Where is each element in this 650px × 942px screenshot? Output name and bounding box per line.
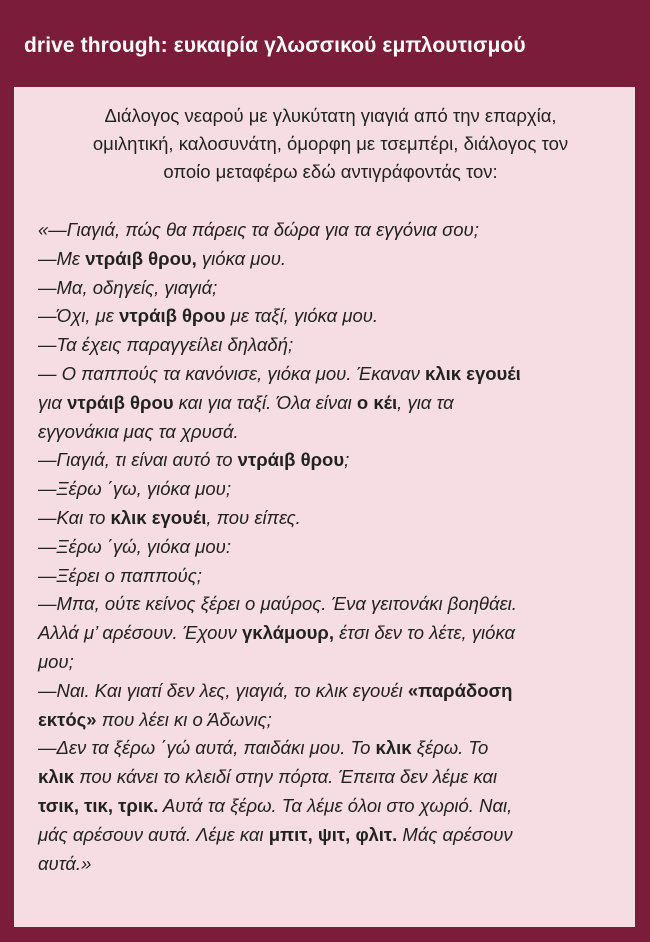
dialogue-text: —Δεν τα ξέρω ΄γώ αυτά, παιδάκι μου. Το: [38, 737, 376, 759]
dialogue-text: ξέρω. Το: [411, 737, 489, 759]
dialogue-line: [38, 850, 623, 879]
dialogue-text: —Μα, οδηγείς, γιαγιά;: [38, 276, 218, 298]
dialogue-text: —Μπα, ούτε κείνος ξέρει ο μαύρος. Ένα γειτονάκι βοηθάει.: [38, 593, 517, 615]
bold-term: κλικ: [375, 737, 412, 759]
dialogue-text: «—Γιαγιά, πώς θα πάρεις τα δώρα για τα εγγόνια σου;: [38, 219, 479, 240]
bold-term: κλικ εγουέι: [424, 362, 521, 384]
dialogue-text: για: [38, 391, 68, 413]
dialogue-text: αυτά.»: [38, 852, 92, 874]
bold-term: ντράιβ θρου,: [85, 247, 197, 269]
dialogue-text: εγγονάκια μας τα χρυσά.: [38, 420, 239, 442]
bold-term: γκλάμουρ,: [242, 622, 335, 644]
article-title: drive through: ευκαιρία γλωσσικού εμπλουτισμού: [24, 34, 526, 57]
dialogue-text: μάς αρέσουν αυτά. Λέμε και: [38, 823, 269, 845]
dialogue-text: και για ταξί. Όλα είναι: [173, 391, 357, 413]
dialogue-text: με ταξί, γιόκα μου.: [225, 305, 379, 327]
intro-line: οποίο μεταφέρω εδώ αντιγράφοντάς τον:: [163, 161, 498, 182]
bold-term: ο κέι: [356, 391, 398, 413]
intro-paragraph: [38, 102, 623, 186]
dialogue-text: μου;: [38, 650, 74, 672]
dialogue-line: [38, 648, 623, 677]
bold-term: τσικ, τικ, τρικ.: [38, 794, 159, 816]
dialogue-text: ;: [344, 449, 350, 471]
dialogue-line: [38, 216, 623, 245]
bold-term: ντράιβ θρου: [237, 449, 345, 471]
dialogue-text: —Ξέρω ΄γώ, γιόκα μου:: [38, 535, 231, 557]
dialogue-line: [38, 446, 623, 475]
dialogue-text: —Γιαγιά, τι είναι αυτό το: [38, 449, 238, 471]
dialogue-line: [38, 706, 623, 735]
dialogue-line: [38, 734, 623, 763]
dialogue-line: [38, 619, 623, 648]
dialogue-line: [38, 331, 623, 360]
dialogue-line: [38, 590, 623, 619]
dialogue-text: Αλλά μ’ αρέσουν. Έχουν: [38, 622, 242, 644]
dialogue-text: Αυτά τα ξέρω. Τα λέμε όλοι στο χωριό. Ναι,: [158, 794, 513, 816]
dialogue-line: [38, 821, 623, 850]
text-panel: [14, 87, 635, 927]
dialogue-line: [38, 245, 623, 274]
bold-term: «παράδοση: [407, 679, 513, 701]
dialogue-line: [38, 677, 623, 706]
dialogue-line: [38, 274, 623, 303]
dialogue-text: Μάς αρέσουν: [397, 823, 513, 845]
dialogue-line: [38, 504, 623, 533]
dialogue-line: [38, 763, 623, 792]
dialogue-text: —Ναι. Και γιατί δεν λες, γιαγιά, το κλικ εγουέι: [38, 679, 408, 701]
dialogue-text: , για τα: [397, 391, 454, 413]
dialogue-text: έτσι δεν το λέτε, γιόκα: [334, 622, 516, 644]
bold-term: ντράιβ θρου: [119, 305, 226, 327]
dialogue-line: [38, 792, 623, 821]
dialogue-line: [38, 562, 623, 591]
intro-line: ομιλητική, καλοσυνάτη, όμορφη με τσεμπέρι, διάλογος τον: [92, 133, 569, 154]
dialogue-line: [38, 533, 623, 562]
dialogue-text: —Ξέρω ΄γω, γιόκα μου;: [38, 478, 231, 500]
bold-term: κλικ εγουέι: [110, 506, 207, 528]
dialogue-text: —Με: [38, 247, 86, 269]
dialogue-line: [38, 418, 623, 447]
dialogue-text: που λέει κι ο Άδωνις;: [96, 708, 272, 730]
bold-term: εκτός»: [38, 708, 97, 730]
dialogue-text: , που είπες.: [206, 506, 301, 528]
dialogue-text: —Όχι, με: [38, 305, 120, 327]
dialogue-text: —Ξέρει ο παππούς;: [38, 564, 202, 586]
dialogue-line: [38, 302, 623, 331]
bold-term: ντράιβ θρου: [67, 391, 174, 413]
intro-line: Διάλογος νεαρού με γλυκύτατη γιαγιά από την επαρχία,: [104, 105, 557, 126]
dialogue-block: [38, 216, 623, 878]
dialogue-line: [38, 360, 623, 389]
dialogue-line: [38, 389, 623, 418]
dialogue-text: γιόκα μου.: [196, 247, 287, 269]
dialogue-text: —Και το: [38, 506, 111, 528]
bold-term: κλικ: [38, 766, 75, 788]
dialogue-text: — Ο παππούς τα κανόνισε, γιόκα μου. Έκαναν: [38, 362, 425, 384]
dialogue-text: που κάνει το κλειδί στην πόρτα. Έπειτα δεν λέμε και: [74, 766, 498, 788]
dialogue-line: [38, 475, 623, 504]
dialogue-text: —Τα έχεις παραγγείλει δηλαδή;: [38, 334, 294, 356]
bold-term: μπιτ, ψιτ, φλιτ.: [268, 823, 398, 845]
